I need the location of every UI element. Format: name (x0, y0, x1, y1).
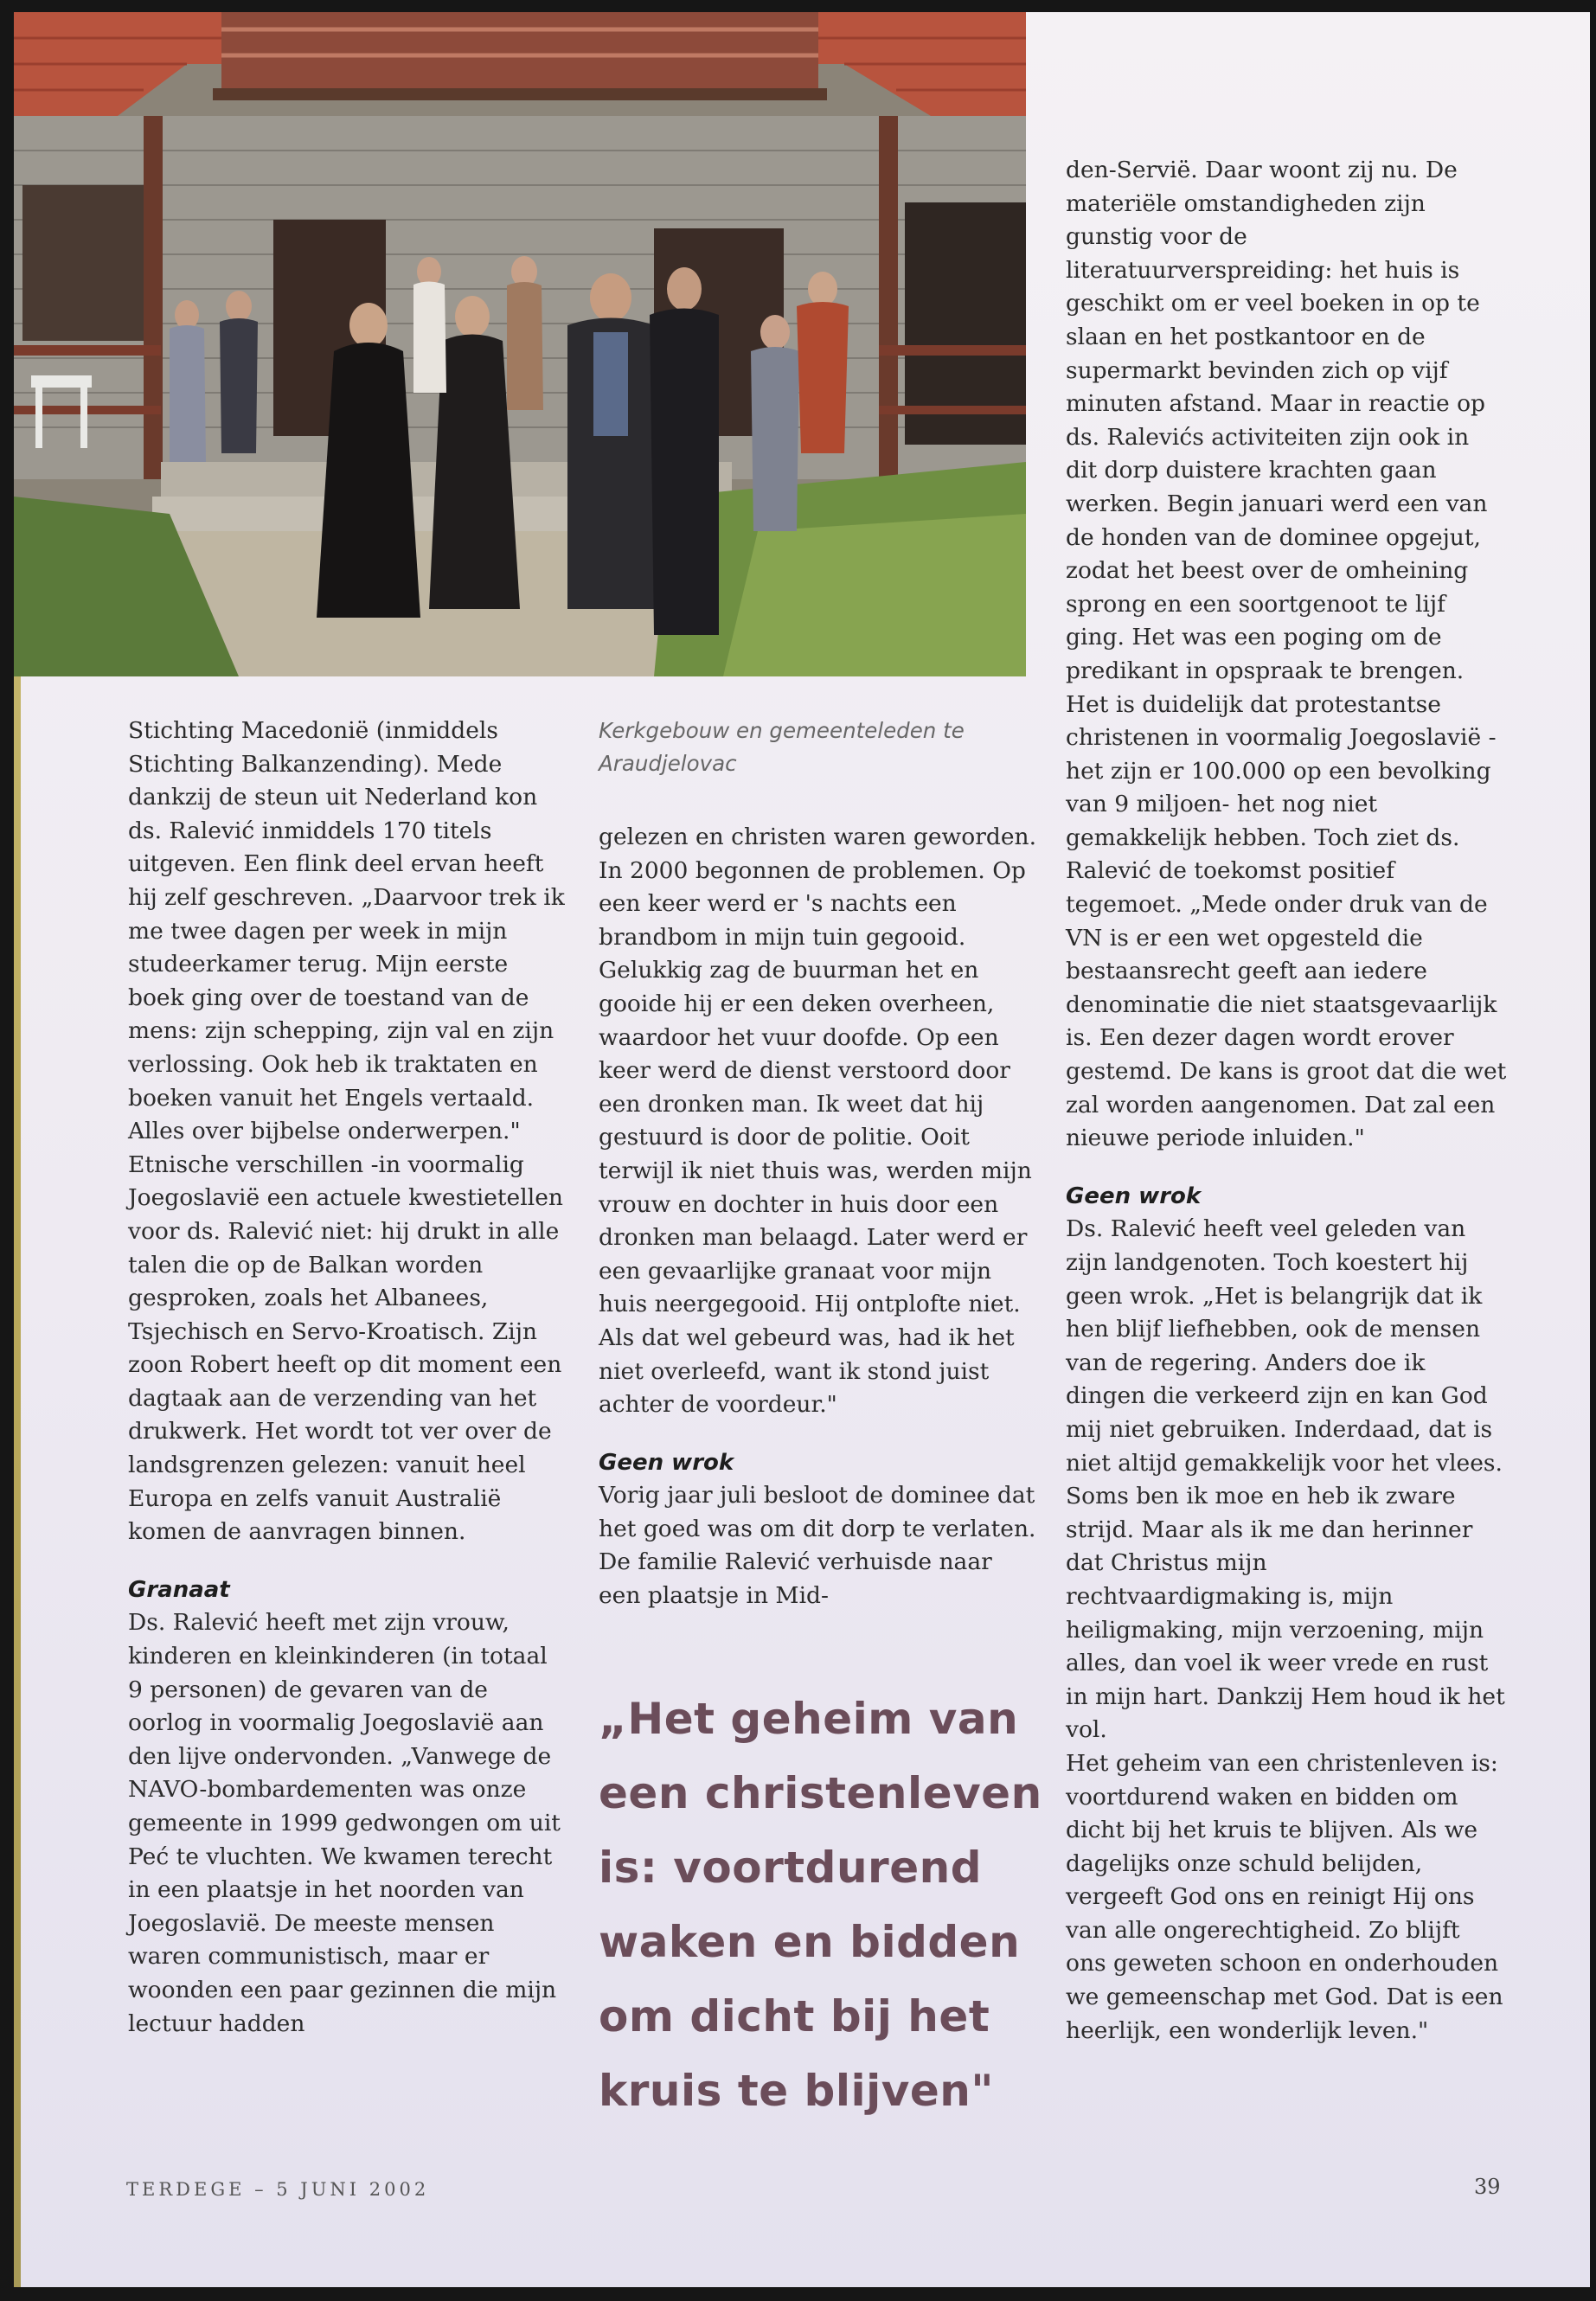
paragraph: Ds. Ralević heeft met zijn vrouw, kinderen en kleinkinderen (in totaal 9 personen) de gevaren van de oorlog in voormalig Joegoslavië aan den lijve ondervonden. „Vanwege de NAVO-bombardementen was onze gemeente in 1999 gedwongen om uit Peć te vluchten. We kwamen terecht in een plaatsje in het noorden van Joegoslavië. De meeste mensen waren communistisch, maar er woonden een paar gezinnen die mijn lectuur hadden (128, 1609, 561, 2037)
photo-caption: Kerkgebouw en gemeenteleden te Araudjelovac (599, 718, 965, 776)
section-heading-geen-wrok-2: Geen wrok (1066, 1183, 1202, 1209)
paragraph: Ds. Ralević heeft veel geleden van zijn landgenoten. Toch koestert hij geen wrok. „Het is belangrijk dat ik hen blijf liefhebben, ook de mensen van de regering. Anders doe ik dingen die verkeerd zijn en kan God mij niet gebruiken. Inderdaad, dat is niet altijd gemakkelijk voor het vlees. Soms ben ik moe en heb ik zware strijd. Maar als ik me dan herinner dat Christus mijn rechtvaardigmaking is, mijn heiligmaking, mijn verzoening, mijn alles, dan voel ik weer vrede en rust in mijn hart. Dankzij Hem houd ik het vol. (1066, 1215, 1505, 1744)
paragraph: Het geheim van een christenleven is: voortdurend waken en bidden om dicht bij het kruis te blijven. Als we dagelijks onze schuld belijden, vergeeft God ons en reinigt Hij ons van alle ongerechtigheid. Zo blijft ons geweten schoon en onderhouden we gemeenschap met God. Dat is een heerlijk, een wonderlijk leven." (1066, 1749, 1503, 2044)
section-heading-granaat: Granaat (128, 1576, 230, 1603)
page-number: 39 (1474, 2175, 1501, 2199)
church-photo (14, 12, 1026, 676)
magazine-page (14, 12, 1590, 2287)
pull-quote: „Het geheim van een christenleven is: voortdurend waken en bidden om dicht bij het kruis te blijven" (599, 1694, 1042, 2116)
photo-icon (14, 12, 1026, 676)
column-3 (1066, 154, 1507, 2048)
paragraph: gelezen en christen waren geworden. (599, 824, 1036, 850)
column-1 (128, 715, 569, 2041)
paragraph: Vorig jaar juli besloot de dominee dat het goed was om dit dorp te verlaten. De familie Ralević verhuisde naar een plaatsje in Mid- (599, 1482, 1036, 1610)
paragraph: den-Servië. Daar woont zij nu. De materiële omstandigheden zijn gunstig voor de literatuurverspreiding: het huis is geschikt om er veel boeken in op te slaan en het postkantoor en de supermarkt bevinden zich op vijf minuten afstand. Maar in reactie op ds. Ralevićs activiteiten zijn ook in dit dorp duistere krachten gaan werken. Begin januari werd een van de honden van de dominee opgejut, zodat het beest over de omheining sprong en een soortgenoot te lijf ging. Het was een poging om de predikant in opspraak te brengen. Het is duidelijk dat protestantse christenen in voormalig Joegoslavië -het zijn er 100.000 op een bevolking van 9 miljoen- het nog niet gemakkelijk hebben. Toch ziet ds. Ralević de toekomst positief tegemoet. „Mede onder druk van de VN is er een wet opgesteld die bestaansrecht geeft aan iedere denominatie die niet staatsgevaarlijk is. Een dezer dagen wordt erover gestemd. De kans is groot dat die wet zal worden aangenomen. Dat zal een nieuwe periode inluiden." (1066, 157, 1507, 1152)
paragraph: Stichting Macedonië (inmiddels Stichting Balkanzending). Mede dankzij de steun uit Nederland kon ds. Ralević inmiddels 170 titels uitgeven. Een flink deel ervan heeft hij zelf geschreven. „Daarvoor trek ik me twee dagen per week in mijn studeerkamer terug. Mijn eerste boek ging over de toestand van de mens: zijn schepping, zijn val en zijn verlossing. Ook heb ik traktaten en boeken vanuit het Engels vertaald. Alles over bijbelse onderwerpen." (128, 717, 565, 1145)
column-2 (599, 821, 1040, 1613)
paragraph: In 2000 begonnen de problemen. Op een keer werd er 's nachts een brandbom in mijn tuin gegooid. Gelukkig zag de buurman het en gooide hij er een deken overheen, waardoor het vuur doofde. Op een keer werd de dienst verstoord door een dronken man. Ik weet dat hij gestuurd is door de politie. Ooit terwijl ik niet thuis was, werden mijn vrouw en dochter in huis door een dronken man belaagd. Later werd er een gevaarlijke granaat voor mijn huis neergegooid. Hij ontplofte niet. Als dat wel gebeurd was, had ik het niet overleefd, want ik stond juist achter de voordeur." (599, 856, 1032, 1419)
section-heading-geen-wrok: Geen wrok (599, 1449, 734, 1476)
paragraph: Etnische verschillen -in voormalig Joegoslavië een actuele kwestietellen voor ds. Ralević niet: hij drukt in alle talen die op de Balkan worden gesproken, zoals het Albanees, Tsjechisch en Servo-Kroatisch. Zijn zoon Robert heeft op dit moment een dagtaak aan de verzending van het drukwerk. Het wordt tot ver over de landsgrenzen gelezen: vanuit heel Europa en zelfs vanuit Australië komen de aanvragen binnen. (128, 1150, 563, 1546)
publication-footer: TERDEGE – 5 JUNI 2002 (126, 2179, 430, 2200)
